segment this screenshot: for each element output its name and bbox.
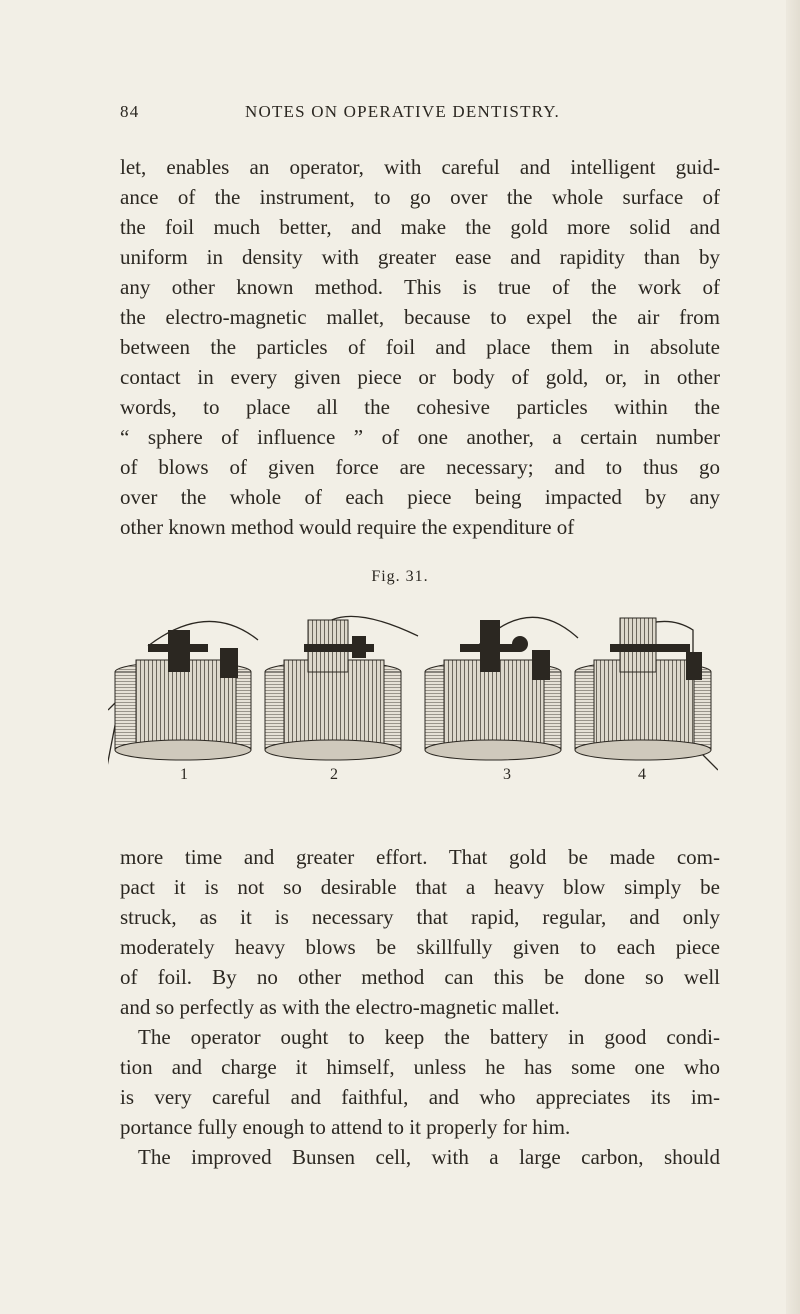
text-line: of foil. By no other method can this be done so well — [120, 965, 720, 989]
text-line: of blows of given force are necessary; and to thus go — [120, 455, 720, 479]
text-line: over the whole of each piece being impacted by any — [120, 485, 720, 509]
text-line: pact it is not so desirable that a heavy blow simply be — [120, 875, 720, 899]
text-line: The improved Bunsen cell, with a large carbon, should — [138, 1145, 720, 1169]
bottom-paragraph-1 — [120, 842, 720, 1022]
cell-4 — [575, 618, 711, 760]
cell-label-4: 4 — [638, 766, 646, 783]
bottom-paragraph-3 — [120, 1142, 720, 1172]
text-line: is very careful and faithful, and who appreciates its im- — [120, 1085, 720, 1109]
text-line: struck, as it is necessary that rapid, regular, and only — [120, 905, 720, 929]
page-number: 84 — [120, 102, 140, 121]
text-line: more time and greater effort. That gold be made com- — [120, 845, 720, 869]
battery-cells-illustration — [108, 600, 718, 780]
bottom-paragraph-2 — [120, 1022, 720, 1142]
text-line: ance of the instrument, to go over the whole surface of — [120, 185, 720, 209]
text-line: uniform in density with greater ease and rapidity than by — [120, 245, 720, 269]
text-line: any other known method. This is true of the work of — [120, 275, 720, 299]
cell-label-1: 1 — [180, 766, 188, 783]
text-line: the foil much better, and make the gold more solid and — [120, 215, 720, 239]
text-line: tion and charge it himself, unless he has some one who — [120, 1055, 720, 1079]
text-line: contact in every given piece or body of gold, or, in other — [120, 365, 720, 389]
figure-caption: Fig. 31. — [371, 568, 429, 585]
text-line: let, enables an operator, with careful and intelligent guid- — [120, 155, 720, 179]
text-line: other known method would require the expenditure of — [120, 515, 575, 539]
text-line: The operator ought to keep the battery in good condi- — [138, 1025, 720, 1049]
text-line: between the particles of foil and place them in absolute — [120, 335, 720, 359]
text-line: portance fully enough to attend to it properly for him. — [120, 1115, 571, 1139]
page-edge — [786, 0, 800, 1314]
text-line: “ sphere of influence ” of one another, a certain number — [120, 425, 720, 449]
cell-1 — [115, 630, 251, 760]
cell-label-3: 3 — [503, 766, 511, 783]
cell-3 — [425, 620, 561, 760]
text-line: words, to place all the cohesive particles within the — [120, 395, 720, 419]
text-line: and so perfectly as with the electro-magnetic mallet. — [120, 995, 560, 1019]
text-line: the electro-magnetic mallet, because to expel the air from — [120, 305, 720, 329]
top-paragraph — [120, 152, 720, 542]
running-head: NOTES ON OPERATIVE DENTISTRY. — [245, 102, 560, 121]
cell-2 — [265, 620, 401, 760]
cell-label-2: 2 — [330, 766, 338, 783]
text-line: moderately heavy blows be skillfully given to each piece — [120, 935, 720, 959]
